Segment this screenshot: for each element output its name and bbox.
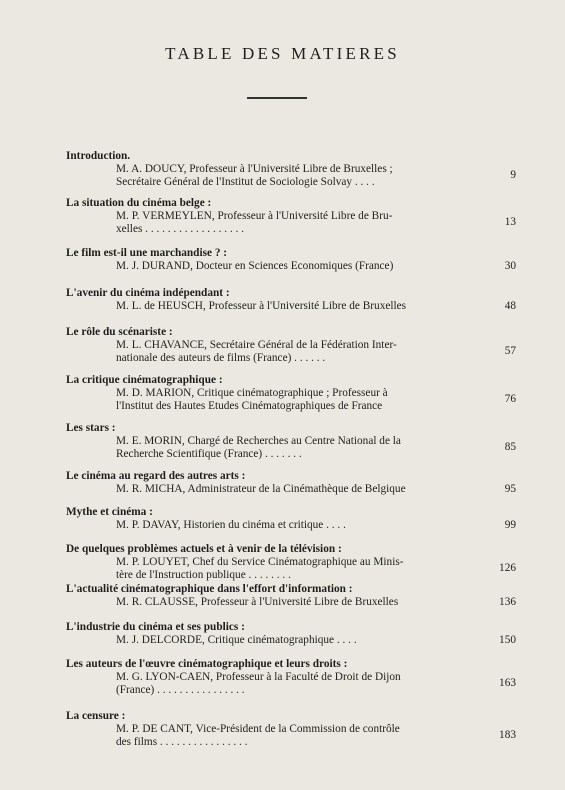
toc-author-description [66, 671, 508, 697]
toc-page-number: 76 [504, 393, 516, 405]
toc-section-title: Le film est-il une marchandise ? : [66, 247, 228, 259]
toc-entry [66, 543, 516, 582]
toc-entry [66, 658, 516, 697]
toc-entry [66, 247, 516, 273]
toc-author-description [66, 387, 508, 413]
toc-section-title: La critique cinématographique : [66, 374, 223, 386]
toc-author-description [66, 483, 508, 496]
toc-author-description [66, 723, 508, 749]
title-rule [247, 97, 307, 99]
toc-author-description [66, 339, 508, 365]
toc-author-description [66, 519, 508, 532]
page-title: TABLE DES MATIERES [165, 44, 400, 63]
toc-description-line: M. P. DAVAY, Historien du cinéma et critique . . . . [116, 519, 346, 531]
toc-entry [66, 197, 516, 236]
toc-page-number: 150 [499, 634, 516, 646]
toc-description-line: des films . . . . . . . . . . . . . . . . [116, 736, 248, 748]
toc-author-description [66, 556, 508, 582]
toc-page-number: 30 [504, 260, 516, 272]
toc-description-line: M. P. VERMEYLEN, Professeur à l'Université Libre de Bru- [116, 210, 393, 222]
toc-page-number: 9 [510, 169, 516, 181]
toc-page-number: 13 [504, 216, 516, 228]
toc-description-line: M. R. CLAUSSE, Professeur à l'Université Libre de Bruxelles [116, 596, 399, 608]
toc-entry [66, 150, 516, 189]
toc-page-number: 85 [504, 441, 516, 453]
toc-page-number: 99 [504, 519, 516, 531]
toc-page-number: 126 [499, 562, 516, 574]
toc-description-line: Secrétaire Général de l'Institut de Sociologie Solvay . . . . [116, 176, 375, 188]
toc-section-title: Les auteurs de l'œuvre cinématographique et leurs droits : [66, 658, 348, 670]
toc-author-description [66, 163, 508, 189]
toc-section-title: L'industrie du cinéma et ses publics : [66, 621, 245, 633]
toc-description-line: M. L. de HEUSCH, Professeur à l'Université Libre de Bruxelles [116, 300, 407, 312]
toc-description-line: M. P. DE CANT, Vice-Président de la Commission de contrôle [116, 723, 400, 735]
toc-section-title: La censure : [66, 710, 126, 722]
toc-entry [66, 326, 516, 365]
toc-description-line: M. L. CHAVANCE, Secrétaire Général de la Fédération Inter- [116, 339, 397, 351]
toc-entry [66, 374, 516, 413]
toc-section-title: Mythe et cinéma : [66, 506, 153, 518]
toc-description-line: M. P. LOUYET, Chef du Service Cinématographique au Minis- [116, 556, 404, 568]
toc-description-line: M. A. DOUCY, Professeur à l'Université Libre de Bruxelles ; [116, 163, 393, 175]
toc-description-line: (France) . . . . . . . . . . . . . . . . [116, 684, 245, 696]
toc-author-description [66, 300, 508, 313]
toc-description-line: M. J. DURAND, Docteur en Sciences Economiques (France) [116, 260, 394, 272]
toc-entry [66, 422, 516, 461]
toc-section-title: L'actualité cinématographique dans l'effort d'information : [66, 583, 353, 595]
toc-author-description [66, 634, 508, 647]
toc-page-number: 136 [499, 596, 516, 608]
toc-description-line: M. D. MARION, Critique cinématographique ; Professeur à [116, 387, 388, 399]
toc-description-line: nationale des auteurs de films (France) . . . . . . [116, 352, 326, 364]
toc-entry [66, 710, 516, 749]
toc-entry [66, 621, 516, 647]
toc-section-title: L'avenir du cinéma indépendant : [66, 287, 230, 299]
toc-author-description [66, 210, 508, 236]
toc-section-title: Introduction. [66, 150, 131, 162]
toc-description-line: xelles . . . . . . . . . . . . . . . . . . [116, 223, 245, 235]
toc-author-description [66, 435, 508, 461]
toc-section-title: Les stars : [66, 422, 116, 434]
toc-entry [66, 506, 516, 532]
toc-page-number: 183 [499, 729, 516, 741]
toc-section-title: La situation du cinéma belge : [66, 197, 212, 209]
toc-description-line: tère de l'Instruction publique . . . . . . . . [116, 569, 291, 581]
toc-entry [66, 470, 516, 496]
toc-page-number: 163 [499, 677, 516, 689]
toc-section-title: De quelques problèmes actuels et à venir de la télévision : [66, 543, 342, 555]
toc-section-title: Le rôle du scénariste : [66, 326, 173, 338]
toc-page-number: 48 [504, 300, 516, 312]
toc-entry [66, 287, 516, 313]
toc-entry [66, 583, 516, 609]
toc-section-title: Le cinéma au regard des autres arts : [66, 470, 246, 482]
toc-page-number: 57 [504, 345, 516, 357]
toc-description-line: Recherche Scientifique (France) . . . . . . . [116, 448, 302, 460]
toc-description-line: M. R. MICHA, Administrateur de la Cinémathèque de Belgique [116, 483, 406, 495]
toc-page-number: 95 [504, 483, 516, 495]
toc-author-description [66, 596, 508, 609]
toc-description-line: M. J. DELCORDE, Critique cinématographique . . . . [116, 634, 357, 646]
toc-description-line: M. G. LYON-CAEN, Professeur à la Faculté de Droit de Dijon [116, 671, 401, 683]
toc-author-description [66, 260, 508, 273]
toc-description-line: M. E. MORIN, Chargé de Recherches au Centre National de la [116, 435, 401, 447]
toc-description-line: l'Institut des Hautes Etudes Cinématographiques de France [116, 400, 383, 412]
